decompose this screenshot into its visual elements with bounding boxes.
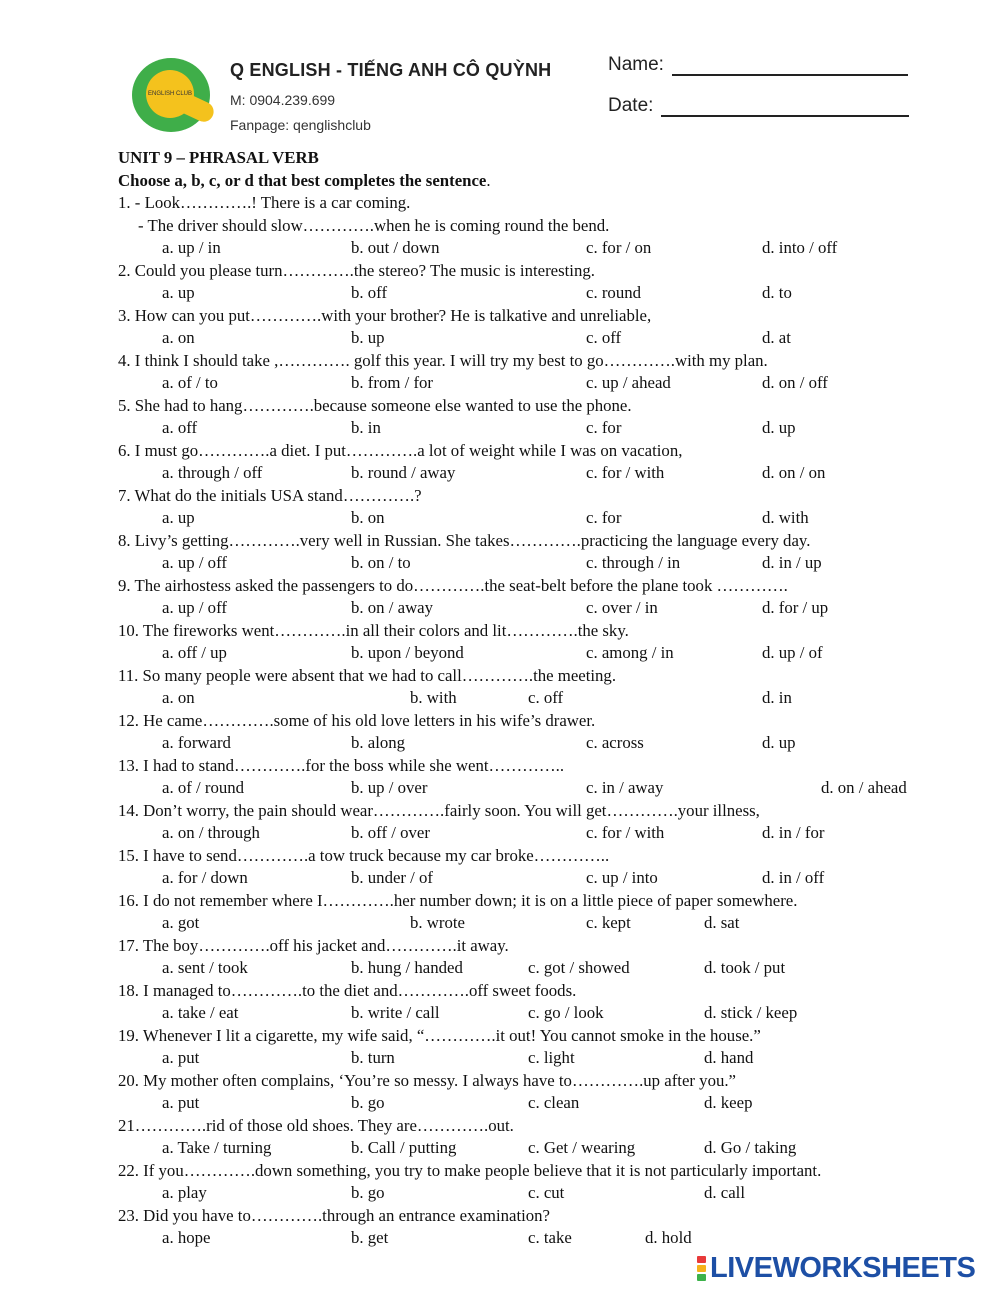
- answer-option[interactable]: a. put: [162, 1048, 200, 1067]
- options-row: [118, 642, 958, 665]
- options-row: [118, 867, 958, 890]
- answer-option[interactable]: d. keep: [704, 1093, 753, 1112]
- answer-option[interactable]: d. at: [762, 328, 791, 347]
- worksheet-body: [118, 147, 958, 1250]
- answer-option[interactable]: c. clean: [528, 1093, 580, 1112]
- question-text: 5. She had to hang………….because someone else wanted to use the phone.: [118, 395, 632, 415]
- question-text: 12. He came………….some of his old love letters in his wife’s drawer.: [118, 710, 596, 730]
- options-row: [118, 327, 958, 350]
- answer-option[interactable]: c. off: [586, 328, 622, 347]
- answer-option[interactable]: a. on: [162, 688, 195, 707]
- answer-option[interactable]: a. on / through: [162, 823, 260, 842]
- options-row: [118, 1047, 958, 1070]
- answer-option[interactable]: d. up / of: [762, 643, 823, 662]
- question-text: 16. I do not remember where I………….her number down; it is on a little piece of paper somewhere.: [118, 890, 798, 910]
- options-row: [118, 1182, 958, 1205]
- answer-option[interactable]: d. took / put: [704, 958, 786, 977]
- options-row: [118, 732, 958, 755]
- answer-option[interactable]: a. up / off: [162, 598, 227, 617]
- options-row: [118, 1137, 958, 1160]
- answer-option[interactable]: c. cut: [528, 1183, 565, 1202]
- answer-option[interactable]: c. through / in: [586, 553, 681, 572]
- answer-option[interactable]: b. write / call: [351, 1003, 440, 1022]
- answer-option[interactable]: b. off: [351, 283, 388, 302]
- answer-option[interactable]: c. light: [528, 1048, 575, 1067]
- answer-option[interactable]: c. round: [586, 283, 641, 302]
- answer-option[interactable]: b. upon / beyond: [351, 643, 464, 662]
- answer-option[interactable]: a. Take / turning: [162, 1138, 272, 1157]
- question-text: 3. How can you put………….with your brother? He is talkative and unreliable,: [118, 305, 652, 325]
- answer-option[interactable]: a. up / off: [162, 553, 227, 572]
- answer-option[interactable]: d. in / up: [762, 553, 822, 572]
- answer-option[interactable]: b. along: [351, 733, 406, 752]
- answer-option[interactable]: d. in / for: [762, 823, 825, 842]
- answer-option[interactable]: c. for: [586, 418, 622, 437]
- answer-option[interactable]: c. up / into: [586, 868, 658, 887]
- liveworksheets-brand: LIVEWORKSHEETS: [710, 1251, 976, 1284]
- options-row: [118, 417, 958, 440]
- question-text: 10. The fireworks went………….in all their colors and lit………….the sky.: [118, 620, 629, 640]
- answer-option[interactable]: d. hand: [704, 1048, 754, 1067]
- name-label: Name:: [608, 54, 664, 75]
- question-text: 14. Don’t worry, the pain should wear………….fairly soon. You will get………….your illness,: [118, 800, 760, 820]
- answer-option[interactable]: b. up / over: [351, 778, 428, 797]
- answer-option[interactable]: a. up: [162, 283, 195, 302]
- org-title: Q ENGLISH - TIẾNG ANH CÔ QUỲNH: [230, 60, 552, 80]
- options-row: [118, 1227, 958, 1250]
- answer-option[interactable]: a. sent / took: [162, 958, 248, 977]
- question-text: 18. I managed to………….to the diet and………….off sweet foods.: [118, 980, 577, 1000]
- question-list: [118, 192, 958, 1250]
- options-row: [118, 687, 958, 710]
- answer-option[interactable]: a. off: [162, 418, 198, 437]
- question-text: 7. What do the initials USA stand………….?: [118, 485, 422, 505]
- answer-option[interactable]: b. Call / putting: [351, 1138, 457, 1157]
- answer-option[interactable]: c. kept: [586, 913, 631, 932]
- question-text: 11. So many people were absent that we had to call………….the meeting.: [118, 665, 617, 685]
- options-row: [118, 1002, 958, 1025]
- answer-option[interactable]: a. up: [162, 508, 195, 527]
- answer-option[interactable]: d. on / on: [762, 463, 826, 482]
- answer-option[interactable]: b. on: [351, 508, 385, 527]
- answer-option[interactable]: b. from / for: [351, 373, 434, 392]
- answer-option[interactable]: c. go / look: [528, 1003, 604, 1022]
- answer-option[interactable]: d. Go / taking: [704, 1138, 797, 1157]
- answer-option[interactable]: b. up: [351, 328, 385, 347]
- answer-option[interactable]: b. turn: [351, 1048, 395, 1067]
- answer-option[interactable]: b. with: [410, 688, 457, 707]
- options-row: [118, 957, 958, 980]
- options-row: [118, 507, 958, 530]
- answer-option[interactable]: b. round / away: [351, 463, 456, 482]
- answer-option[interactable]: d. into / off: [762, 238, 838, 257]
- logo-text: ENGLISH CLUB: [147, 90, 192, 97]
- question-text: 2. Could you please turn………….the stereo? The music is interesting.: [118, 260, 595, 280]
- answer-option[interactable]: d. in: [762, 688, 792, 707]
- answer-option[interactable]: c. take: [528, 1228, 572, 1247]
- answer-option[interactable]: d. up: [762, 733, 796, 752]
- options-row: [118, 912, 958, 935]
- answer-option[interactable]: c. for: [586, 508, 622, 527]
- answer-option[interactable]: d. with: [762, 508, 809, 527]
- answer-option[interactable]: a. got: [162, 913, 200, 932]
- answer-option[interactable]: c. across: [586, 733, 644, 752]
- question-text: 22. If you………….down something, you try to make people believe that it is not particularly important.: [118, 1160, 822, 1180]
- question-text: 13. I had to stand………….for the boss while she went…………..: [118, 755, 565, 775]
- answer-option[interactable]: c. off: [528, 688, 564, 707]
- question-text: 1. - Look………….! There is a car coming.: [118, 193, 411, 212]
- question-text: 15. I have to send………….a tow truck because my car broke…………..: [118, 845, 610, 865]
- instruction-bold: Choose a, b, c, or d that best completes the sentence: [118, 170, 487, 190]
- answer-option[interactable]: a. up / in: [162, 238, 221, 257]
- name-field[interactable]: [608, 54, 908, 76]
- name-blank[interactable]: [672, 54, 908, 76]
- answer-option[interactable]: d. on / ahead: [821, 778, 907, 797]
- answer-option[interactable]: d. stick / keep: [704, 1003, 798, 1022]
- club-logo: [128, 54, 214, 136]
- question-text: 4. I think I should take ,…………. golf this year. I will try my best to go………….with my plan.: [118, 350, 768, 370]
- answer-option[interactable]: d. sat: [704, 913, 740, 932]
- answer-option[interactable]: c. in / away: [586, 778, 664, 797]
- answer-option[interactable]: b. on / to: [351, 553, 411, 572]
- answer-option[interactable]: a. play: [162, 1183, 207, 1202]
- question-text: 17. The boy………….off his jacket and………….it away.: [118, 935, 509, 955]
- liveworksheets-icon: [697, 1256, 706, 1281]
- answer-option[interactable]: a. hope: [162, 1228, 211, 1247]
- answer-option[interactable]: c. over / in: [586, 598, 658, 617]
- answer-option[interactable]: c. for / with: [586, 463, 665, 482]
- answer-option[interactable]: d. hold: [645, 1228, 692, 1247]
- logo-badge: [146, 70, 194, 118]
- options-row: [118, 822, 958, 845]
- question-subtext: - The driver should slow………….when he is coming round the bend.: [138, 215, 610, 235]
- answer-option[interactable]: b. under / of: [351, 868, 434, 887]
- question-text: 8. Livy’s getting………….very well in Russian. She takes………….practicing the language every day.: [118, 530, 811, 550]
- org-phone: M: 0904.239.699: [230, 92, 336, 108]
- question-text: 9. The airhostess asked the passengers to do………….the seat-belt before the plane took ………….: [118, 575, 788, 595]
- question-text: 6. I must go………….a diet. I put………….a lot of weight while I was on vacation,: [118, 440, 683, 460]
- answer-option[interactable]: a. of / to: [162, 373, 218, 392]
- question-text: 20. My mother often complains, ‘You’re so messy. I always have to………….up after you.”: [118, 1070, 736, 1090]
- answer-option[interactable]: d. up: [762, 418, 796, 437]
- answer-option[interactable]: a. off / up: [162, 643, 227, 662]
- options-row: [118, 282, 958, 305]
- answer-option[interactable]: a. for / down: [162, 868, 248, 887]
- answer-option[interactable]: d. to: [762, 283, 792, 302]
- answer-option[interactable]: d. call: [704, 1183, 746, 1202]
- answer-option[interactable]: d. in / off: [762, 868, 825, 887]
- answer-option[interactable]: d. on / off: [762, 373, 828, 392]
- org-fanpage: Fanpage: qenglishclub: [230, 117, 371, 133]
- question-text: 23. Did you have to………….through an entrance examination?: [118, 1205, 551, 1225]
- answer-option[interactable]: a. take / eat: [162, 1003, 239, 1022]
- answer-option[interactable]: a. put: [162, 1093, 200, 1112]
- answer-option[interactable]: c. up / ahead: [586, 373, 671, 392]
- answer-option[interactable]: b. go: [351, 1183, 385, 1202]
- answer-option[interactable]: b. get: [351, 1228, 389, 1247]
- date-label: Date:: [608, 95, 654, 116]
- liveworksheets-logo: [697, 1253, 975, 1283]
- answer-option[interactable]: b. out / down: [351, 238, 440, 257]
- answer-option[interactable]: c. Get / wearing: [528, 1138, 636, 1157]
- answer-option[interactable]: a. forward: [162, 733, 231, 752]
- options-row: [118, 372, 958, 395]
- question-text: 21………….rid of those old shoes. They are………….out.: [118, 1115, 514, 1135]
- instruction-tail: .: [486, 170, 491, 190]
- answer-option[interactable]: d. for / up: [762, 598, 829, 617]
- unit-title: UNIT 9 – PHRASAL VERB: [118, 148, 319, 167]
- answer-option[interactable]: c. got / showed: [528, 958, 630, 977]
- answer-option[interactable]: a. on: [162, 328, 195, 347]
- answer-option[interactable]: c. among / in: [586, 643, 674, 662]
- answer-option[interactable]: c. for / with: [586, 823, 665, 842]
- options-row: [118, 237, 958, 260]
- answer-option[interactable]: b. on / away: [351, 598, 434, 617]
- answer-option[interactable]: c. for / on: [586, 238, 652, 257]
- options-row: [118, 777, 958, 800]
- date-field[interactable]: [608, 95, 909, 117]
- answer-option[interactable]: a. through / off: [162, 463, 263, 482]
- answer-option[interactable]: b. off / over: [351, 823, 430, 842]
- answer-option[interactable]: b. wrote: [410, 913, 465, 932]
- answer-option[interactable]: b. go: [351, 1093, 385, 1112]
- options-row: [118, 462, 958, 485]
- options-row: [118, 1092, 958, 1115]
- options-row: [118, 552, 958, 575]
- date-blank[interactable]: [661, 95, 909, 117]
- options-row: [118, 597, 958, 620]
- answer-option[interactable]: b. in: [351, 418, 381, 437]
- instruction: [118, 170, 958, 193]
- answer-option[interactable]: b. hung / handed: [351, 958, 463, 977]
- question-text: 19. Whenever I lit a cigarette, my wife said, “………….it out! You cannot smoke in the house.”: [118, 1025, 761, 1045]
- answer-option[interactable]: a. of / round: [162, 778, 245, 797]
